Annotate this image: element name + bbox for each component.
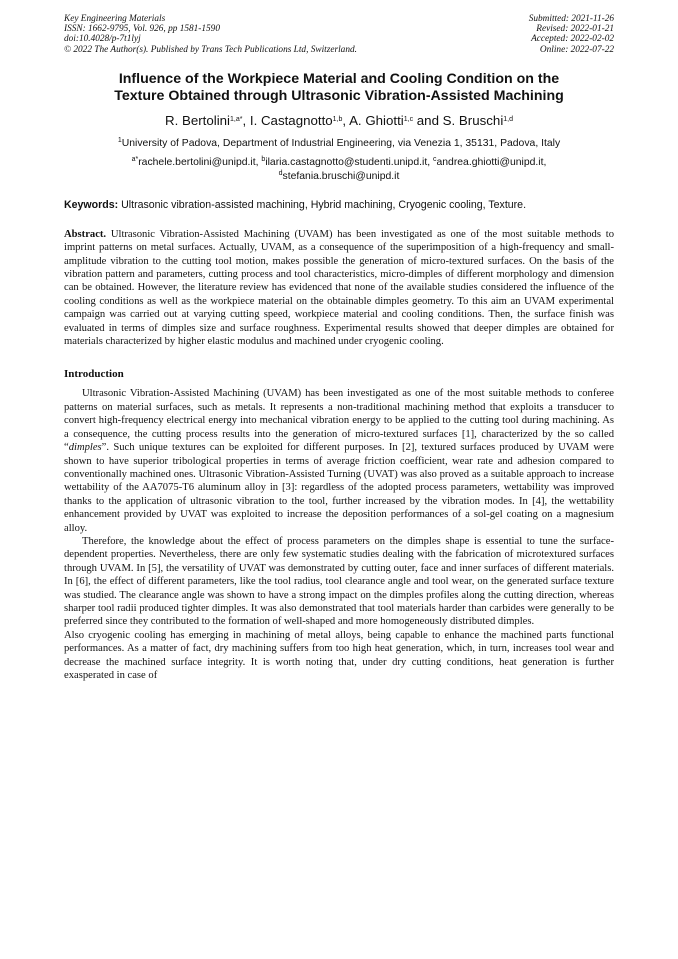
publication-dates: [529, 14, 614, 55]
email-line-2: [64, 170, 614, 184]
intro-p1-part-a: Ultrasonic Vibration-Assisted Machining (UVAM) has been investigated as one of the most suitable methods to conferee patterns on material surfaces, such as metals. It represents a non-traditional machining method that exploits a transducer to convert high-frequency electrical energy into mechanical vibration energy to be applied to the cutting tool during machining. As a consequence, the cutting process results into the generation of micro-textured surfaces [1], characterized by the so called “: [64, 388, 614, 454]
abstract: [64, 228, 614, 349]
date-online: Online: 2022-07-22: [539, 44, 614, 55]
author-3: A. Ghiotti: [349, 112, 404, 128]
date-revised: Revised: 2022-01-21: [536, 24, 614, 35]
email-b-marker: b: [261, 155, 266, 163]
author-list: [64, 113, 614, 129]
author-2: I. Castagnotto: [249, 112, 333, 128]
author-emails: [64, 156, 614, 184]
author-4: S. Bruschi: [442, 112, 504, 128]
intro-p1-part-b: ”. Such unique textures can be exploited for different purposes. In [2], textured surfaces produced by UVAM were shown to have superior tribological properties in terms of average friction coefficient, wear rate and adhesion compared to conventionally machined ones. Ultrasonic Vibration-Assisted Turning (UVAT) was also proved as a suitable approach to increase wettability of the AA7075-T6 aluminum alloy in [3]: regardless of the adopted process parameters, wettability was improved thanks to the application of ultrasonic vibration to the tool, further increased by the vibration modes. In [4], the wettability enhancement provided by UVAT was exploited to increase the deposition performances of a sol-gel coating on a magnesium alloy.: [64, 442, 614, 534]
section-heading-introduction: Introduction: [64, 368, 124, 381]
affiliation-text: University of Padova, Department of Industrial Engineering, via Venezia 1, 35131, Padova, Italy: [121, 137, 561, 149]
journal-copyright: © 2022 The Author(s). Published by Trans Tech Publications Ltd, Switzerland.: [64, 44, 357, 55]
author-sep-2: ,: [342, 112, 350, 128]
title-line-2: Texture Obtained through Ultrasonic Vibration-Assisted Machining: [114, 87, 564, 104]
date-submitted: Submitted: 2021-11-26: [528, 14, 614, 24]
abstract-text: Ultrasonic Vibration-Assisted Machining (UVAM) has been investigated as one of the most suitable methods to imprint patterns on metal surfaces. Actually, UVAM, as a consequence of the superimposition of a high-frequency and small-amplitude vibration to the cutting tool motion, makes possible the generation of micro-textured surfaces. On the basis of the vibration pattern and parameters, cutting process and tool characteristics, micro-dimples of different morphology and dimension can be obtained. However, the literature review has evidenced that none of the available studies considered the influence of the cooling conditions as well as the workpiece material on the obtainable dimples geometry. To this aim an UVAM experimental campaign was carried out at varying cutting speed, workpiece material and cooling conditions. Then, the surface finish was evaluated in terms of dimples size and surface roughness. Experimental results showed that deeper dimples are obtained for materials characterized by higher elastic modulus and machined under cryogenic cooling.: [64, 228, 614, 348]
paper-title: [64, 71, 614, 105]
email-a: rachele.bertolini@unipd.it,: [138, 156, 262, 168]
keywords-text: Ultrasonic vibration-assisted machining, Hybrid machining, Cryogenic cooling, Texture.: [118, 198, 527, 211]
paper-page: [64, 14, 614, 682]
email-c: andrea.ghiotti@unipd.it,: [436, 156, 547, 168]
journal-info: [64, 14, 357, 55]
keywords: [64, 198, 614, 212]
intro-p1-emphasis: dimples: [68, 442, 102, 454]
author-sep-1: ,: [242, 112, 250, 128]
journal-issn: ISSN: 1662-9795, Vol. 926, pp 1581-1590: [64, 24, 220, 35]
email-d-marker: d: [278, 169, 283, 177]
intro-paragraph-1: [64, 387, 614, 534]
intro-paragraph-3: Also cryogenic cooling has emerging in machining of metal alloys, being capable to enhance the machined parts functional performances. As a matter of fact, dry machining suffers from too high heat generation, which, in turn, increases tool wear and decrease the machined surface integrity. It is worth noting that, under dry cutting conditions, heat generation is further exasperated in case of: [64, 629, 614, 681]
keywords-label: Keywords:: [64, 198, 119, 211]
affiliation: [64, 137, 614, 150]
author-2-affil: 1,b: [332, 115, 343, 123]
email-d: stefania.bruschi@unipd.it: [282, 170, 400, 182]
journal-doi: doi:10.4028/p-7t1lyj: [64, 34, 141, 45]
intro-paragraph-2: Therefore, the knowledge about the effect of process parameters on the dimples shape is essential to tune the surface-dependent properties. Nevertheless, there are only few systematic studies dealing with the fabrication of microtextured surfaces through UVAM. In [5], the versatility of UVAT was demonstrated by cutting outer, face and inner surfaces of different materials. In [6], the effect of different parameters, like the tool radius, tool clearance angle and tool wear, on the generated surface texture was studied. The clearance angle was shown to have a strong impact on the dimples profiles along the cutting direction, whereas sharper tool radii produced tighter dimples. It was also demonstrated that tool materials harder than carbides were generally to be preferred since they contributed to the formation of well-shaped and more homogeneously distributed dimples.: [64, 535, 614, 628]
title-line-1: Influence of the Workpiece Material and Cooling Condition on the: [118, 70, 560, 87]
journal-header: [64, 14, 614, 55]
email-c-marker: c: [432, 155, 437, 163]
author-4-affil: 1,d: [503, 115, 514, 123]
abstract-label: Abstract.: [64, 228, 107, 240]
author-sep-3: and: [413, 112, 443, 128]
author-3-affil: 1,c: [403, 115, 414, 123]
email-a-marker: a*: [131, 155, 139, 163]
author-1-affil: 1,a*: [230, 115, 243, 123]
author-1: R. Bertolini: [164, 112, 231, 128]
email-line-1: [64, 156, 614, 170]
journal-name: Key Engineering Materials: [64, 14, 166, 24]
email-b: ilaria.castagnotto@studenti.unipd.it,: [265, 156, 433, 168]
affiliation-marker: 1: [117, 136, 122, 144]
date-accepted: Accepted: 2022-02-02: [531, 34, 614, 45]
